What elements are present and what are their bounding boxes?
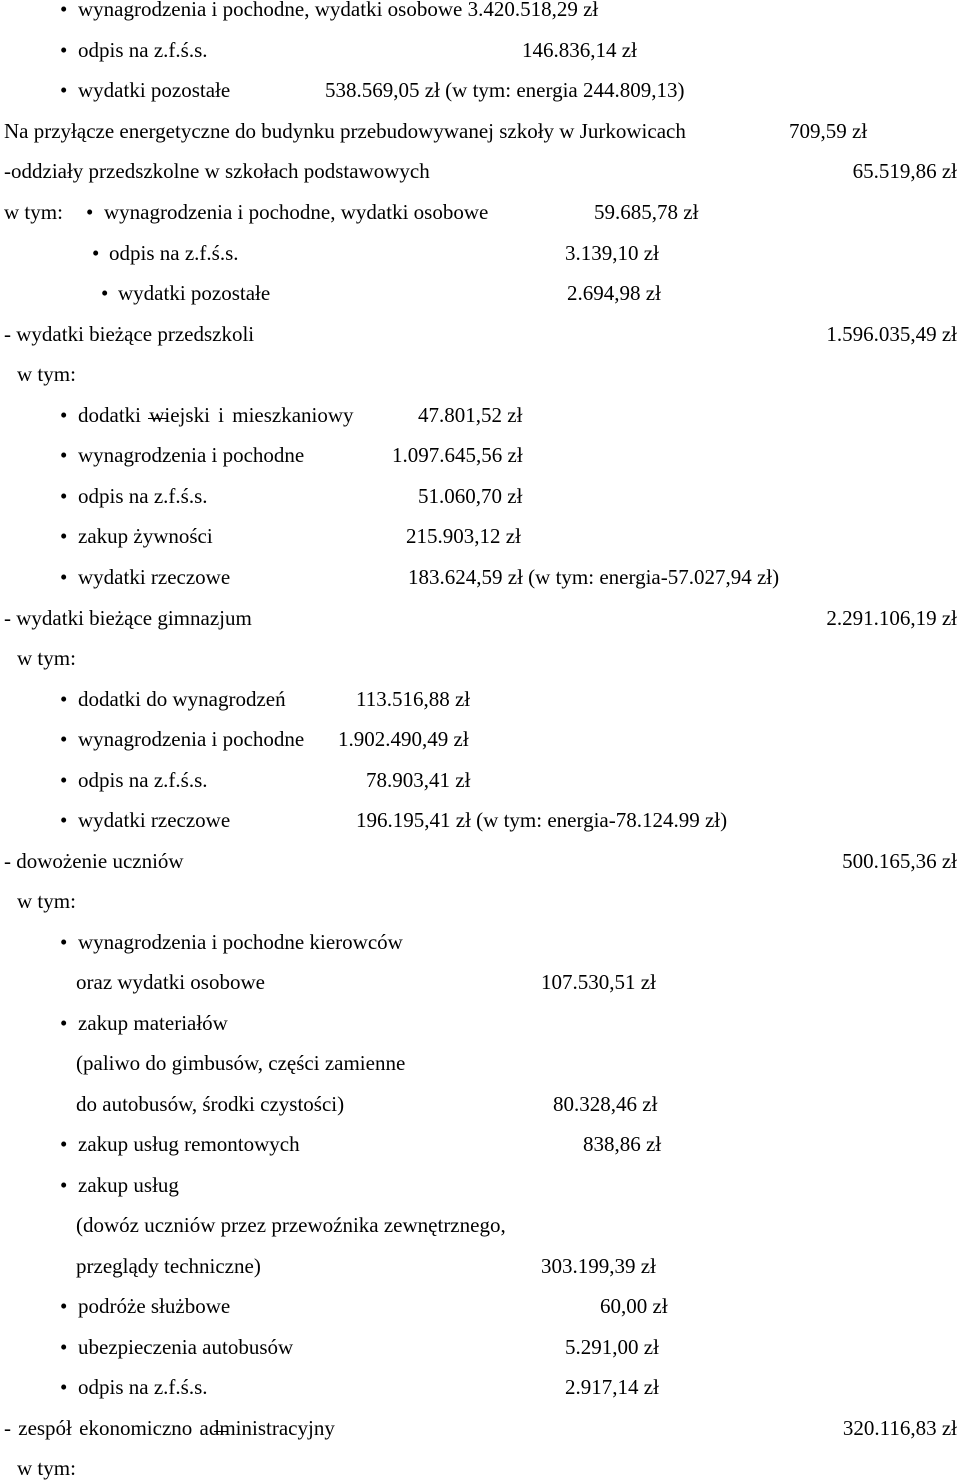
section-total: 65.519,86 zł	[852, 159, 957, 183]
bullet-icon: •	[60, 768, 68, 792]
wtym-label: w tym:	[17, 362, 76, 386]
bullet-icon: •	[60, 0, 68, 21]
item-label-cont: do autobusów, środki czystości)	[76, 1092, 345, 1116]
item-label: dodatki do wynagrodzeń	[78, 687, 286, 711]
item-label: wynagrodzenia i pochodne kierowców	[78, 930, 403, 954]
item-label-cont: przeglądy techniczne)	[76, 1254, 261, 1278]
item-value: 51.060,70 zł	[418, 484, 523, 508]
item-value: 3.139,10 zł	[565, 241, 659, 265]
bullet-icon: •	[60, 727, 68, 751]
bullet-icon: •	[60, 1375, 68, 1399]
item-label: zakup usług	[78, 1173, 179, 1197]
bullet-icon: •	[86, 200, 94, 224]
item-label: wydatki rzeczowe	[78, 808, 231, 832]
item-value: 60,00 zł	[600, 1294, 668, 1318]
section-total: 1.596.035,49 zł	[826, 322, 957, 346]
item-value: 303.199,39 zł	[541, 1254, 656, 1278]
section-total: 500.165,36 zł	[842, 849, 957, 873]
item-value: 183.624,59 zł (w tym: energia-57.027,94 zł)	[408, 565, 780, 589]
wtym-label: w tym:	[17, 889, 76, 913]
item-value: 80.328,46 zł	[553, 1092, 658, 1116]
item-value: 113.516,88 zł	[356, 687, 471, 711]
item-label: odpis na z.f.ś.s.	[109, 241, 239, 265]
bullet-icon: •	[60, 808, 68, 832]
bullet-icon: •	[60, 1335, 68, 1359]
bullet-icon: •	[60, 1294, 68, 1318]
item-value: 538.569,05 zł (w tym: energia 244.809,13)	[325, 78, 685, 102]
bullet-icon: •	[60, 1132, 68, 1156]
item-value: 2.917,14 zł	[565, 1375, 659, 1399]
bullet-icon: •	[60, 484, 68, 508]
section-total: 2.291.106,19 zł	[826, 606, 957, 630]
item-value: 1.902.490,49 zł	[338, 727, 469, 751]
section-label: -oddziały przedszkolne w szkołach podstawowych	[4, 159, 430, 183]
item-label-cont: oraz wydatki osobowe	[76, 970, 265, 994]
bullet-icon: •	[60, 1173, 68, 1197]
bullet-icon: •	[60, 524, 68, 548]
item-label: dodatki wiejski i mieszkaniowy	[78, 403, 354, 427]
item-label-cont: (dowóz uczniów przez przewoźnika zewnętrznego,	[76, 1213, 506, 1237]
bullet-icon: •	[60, 403, 68, 427]
item-value: 59.685,78 zł	[594, 200, 699, 224]
section-label: - wydatki bieżące przedszkoli	[4, 322, 255, 346]
connection-label: Na przyłącze energetyczne do budynku przebudowywanej szkoły w Jurkowicach	[4, 119, 686, 143]
item-label: wydatki pozostałe	[78, 78, 231, 102]
section-label: - zespół ekonomiczno administracyjny	[4, 1416, 335, 1440]
item-label: wydatki pozostałe	[118, 281, 271, 305]
bullet-icon: •	[60, 930, 68, 954]
item-value: 47.801,52 zł	[418, 403, 523, 427]
item-label: odpis na z.f.ś.s.	[78, 484, 208, 508]
item-label: odpis na z.f.ś.s.	[78, 38, 208, 62]
item-value: 107.530,51 zł	[541, 970, 656, 994]
item-label: podróże służbowe	[78, 1294, 231, 1318]
bullet-icon: •	[101, 281, 109, 305]
item-value: 838,86 zł	[583, 1132, 662, 1156]
item-label: wynagrodzenia i pochodne	[78, 443, 305, 467]
item-label: ubezpieczenia autobusów	[78, 1335, 294, 1359]
item-value: 1.097.645,56 zł	[392, 443, 523, 467]
item-label: wynagrodzenia i pochodne, wydatki osobowe 3.420.518,29 zł	[78, 0, 599, 21]
item-label-cont: (paliwo do gimbusów, części zamienne	[76, 1051, 406, 1075]
section-total: 320.116,83 zł	[842, 1416, 957, 1440]
bullet-icon: •	[60, 1011, 68, 1035]
connection-value: 709,59 zł	[789, 119, 868, 143]
section-label: - dowożenie uczniów	[4, 849, 184, 873]
item-value: 215.903,12 zł	[406, 524, 521, 548]
item-label: odpis na z.f.ś.s.	[78, 1375, 208, 1399]
wtym-label: w tym:	[17, 1456, 76, 1480]
item-value: 5.291,00 zł	[565, 1335, 659, 1359]
item-label: zakup usług remontowych	[78, 1132, 300, 1156]
item-label: wydatki rzeczowe	[78, 565, 231, 589]
item-label: wynagrodzenia i pochodne	[78, 727, 305, 751]
item-value: 196.195,41 zł (w tym: energia-78.124.99 zł)	[356, 808, 728, 832]
bullet-icon: •	[92, 241, 100, 265]
item-label: wynagrodzenia i pochodne, wydatki osobowe	[104, 200, 489, 224]
wtym-label: w tym:	[4, 200, 63, 224]
dash-divider	[148, 418, 168, 419]
bullet-icon: •	[60, 38, 68, 62]
item-value: 78.903,41 zł	[366, 768, 471, 792]
item-value: 146.836,14 zł	[522, 38, 637, 62]
bullet-icon: •	[60, 565, 68, 589]
item-value: 2.694,98 zł	[567, 281, 661, 305]
bullet-icon: •	[60, 687, 68, 711]
wtym-label: w tym:	[17, 646, 76, 670]
item-label: zakup materiałów	[78, 1011, 228, 1035]
bullet-icon: •	[60, 443, 68, 467]
dash-divider	[214, 1431, 228, 1432]
bullet-icon: •	[60, 78, 68, 102]
item-label: odpis na z.f.ś.s.	[78, 768, 208, 792]
item-label: zakup żywności	[78, 524, 213, 548]
section-label: - wydatki bieżące gimnazjum	[4, 606, 252, 630]
